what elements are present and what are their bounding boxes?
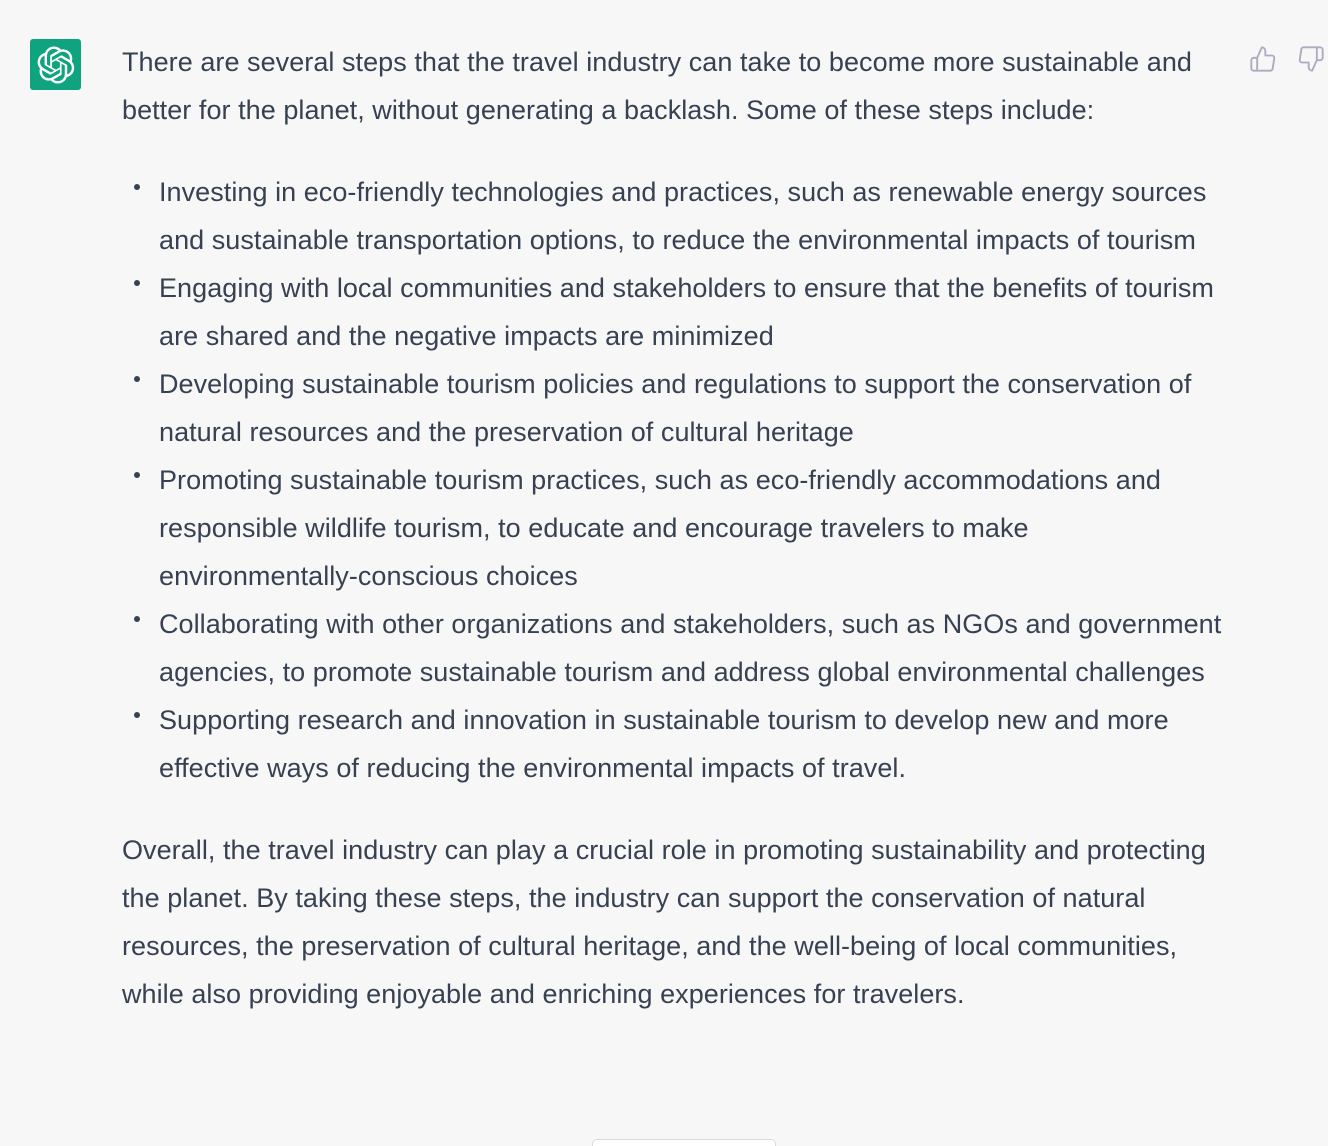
regenerate-button[interactable] [592, 1139, 776, 1146]
message-conclusion: Overall, the travel industry can play a crucial role in promoting sustainability and protecting the planet. By taking these steps, the industry can support the conservation of natural resources, the preservation of cultural heritage, and the well-being of local communities, while also providing enjoyable and enriching experiences for travelers. [122, 835, 1206, 1009]
message-intro: There are several steps that the travel industry can take to become more sustainable and better for the planet, without generating a backlash. Some of these steps include: [122, 47, 1192, 125]
list-item: Investing in eco-friendly technologies and practices, such as renewable energy sources and sustainable transportation options, to reduce the environmental impacts of tourism [159, 168, 1232, 264]
openai-logo-icon [37, 46, 75, 84]
steps-list [122, 168, 1232, 792]
assistant-message [122, 38, 1232, 1018]
list-item: Collaborating with other organizations and stakeholders, such as NGOs and government agencies, to promote sustainable tourism and address global environmental challenges [159, 600, 1232, 696]
thumbs-down-button[interactable] [1296, 44, 1326, 74]
thumbs-up-button[interactable] [1248, 44, 1278, 74]
list-item: Engaging with local communities and stakeholders to ensure that the benefits of tourism are shared and the negative impacts are minimized [159, 264, 1232, 360]
assistant-avatar [30, 39, 81, 90]
thumbs-down-icon [1297, 45, 1325, 73]
thumbs-up-icon [1249, 45, 1277, 73]
list-item: Developing sustainable tourism policies and regulations to support the conservation of natural resources and the preservation of cultural heritage [159, 360, 1232, 456]
list-item: Supporting research and innovation in sustainable tourism to develop new and more effective ways of reducing the environmental impacts of travel. [159, 696, 1232, 792]
list-item: Promoting sustainable tourism practices, such as eco-friendly accommodations and responsible wildlife tourism, to educate and encourage travelers to make environmentally-conscious choices [159, 456, 1232, 600]
